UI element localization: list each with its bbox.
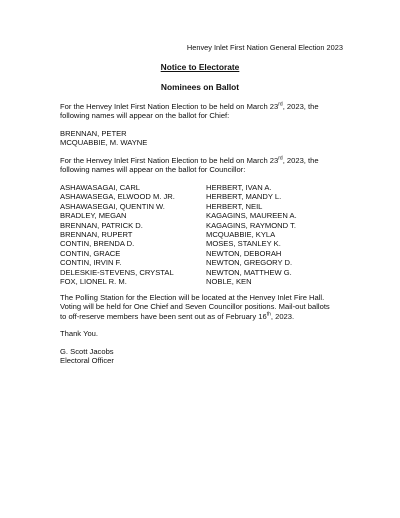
councillor-candidate: HERBERT, IVAN A. — [206, 183, 272, 192]
councillor-intro-line1 — [60, 156, 350, 165]
councillor-candidate: CONTIN, IRVIN F. — [60, 258, 122, 268]
councillor-candidate: KAGAGINS, RAYMOND T. — [206, 220, 297, 230]
chief-intro-text-end: , 2023, the — [282, 102, 319, 111]
chief-intro-text: For the Henvey Inlet First Nation Election to be held on March 23 — [60, 102, 279, 111]
councillor-intro-line2: following names will appear on the ballot for Councillor: — [60, 165, 246, 175]
polling-line: The Polling Station for the Election will be located at the Henvey Inlet Fire Hall. — [60, 293, 325, 302]
councillor-candidate: CONTIN, BRENDA D. — [60, 239, 135, 249]
thank-you — [60, 329, 350, 338]
chief-candidate-list — [60, 129, 350, 148]
councillor-candidate: KAGAGINS, MAUREEN A. — [206, 211, 297, 221]
councillor-intro-sup: rd — [278, 155, 283, 162]
thank-you-text: Thank You. — [60, 329, 99, 338]
councillor-candidate: NEWTON, GREGORY D. — [206, 258, 293, 268]
nominees-title: Nominees on Ballot — [160, 82, 240, 92]
councillor-candidate: NEWTON, DEBORAH — [206, 248, 282, 258]
councillor-list-left — [60, 183, 175, 286]
chief-candidate: BRENNAN, PETER — [60, 129, 127, 138]
councillor-candidate: MOSES, STANLEY K. — [206, 239, 281, 249]
councillor-candidate: ASHAWASEGA, ELWOOD M. JR. — [60, 192, 175, 202]
councillor-intro-text: For the Henvey Inlet First Nation Election to be held on March 23 — [60, 156, 279, 165]
councillor-candidate: NOBLE, KEN — [206, 277, 252, 287]
councillor-candidate: DELESKIE-STEVENS, CRYSTAL — [60, 267, 174, 277]
councillor-candidate: MCQUABBIE, KYLA — [206, 230, 276, 240]
chief-intro-line2: following names will appear on the ballot for Chief: — [60, 111, 230, 121]
councillor-candidate: ASHAWASAGAI, CARL — [60, 183, 141, 192]
polling-sup: th — [266, 311, 271, 318]
councillor-list-right — [206, 183, 297, 286]
councillor-candidate: CONTIN, GRACE — [60, 248, 121, 258]
councillor-intro-text-end: , 2023, the — [282, 156, 319, 165]
signer-name: G. Scott Jacobs — [60, 347, 114, 356]
polling-text-end: , 2023. — [270, 311, 295, 321]
councillor-candidate: NEWTON, MATTHEW G. — [206, 267, 292, 277]
signer-title: Electoral Officer — [60, 356, 114, 366]
chief-intro-line1 — [60, 102, 350, 111]
polling-text: to off-reserve members have been sent out as of February 16 — [60, 311, 267, 321]
councillor-candidate: BRADLEY, MEGAN — [60, 211, 127, 221]
councillor-intro — [60, 156, 350, 175]
polling-paragraph — [60, 293, 350, 321]
polling-line — [60, 312, 350, 321]
councillor-candidate: HERBERT, NEIL — [206, 201, 263, 211]
councillor-candidate: FOX, LIONEL R. M. — [60, 277, 127, 287]
councillor-candidate: BRENNAN, RUPERT — [60, 230, 133, 240]
signature-block — [60, 347, 350, 366]
election-header: Henvey Inlet First Nation General Election 2023 — [186, 43, 343, 52]
chief-intro — [60, 102, 350, 121]
chief-candidate: MCQUABBIE, M. WAYNE — [60, 138, 148, 148]
chief-intro-sup: rd — [278, 101, 283, 108]
polling-line: Voting will be held for One Chief and Seven Councillor positions. Mail-out ballots — [60, 302, 330, 312]
councillor-candidate: ASHAWASEGAI, QUENTIN W. — [60, 201, 165, 211]
councillor-candidate: HERBERT, MANDY L. — [206, 192, 282, 202]
notice-title: Notice to Electorate — [160, 62, 240, 72]
councillor-candidate: BRENNAN, PATRICK D. — [60, 220, 143, 230]
